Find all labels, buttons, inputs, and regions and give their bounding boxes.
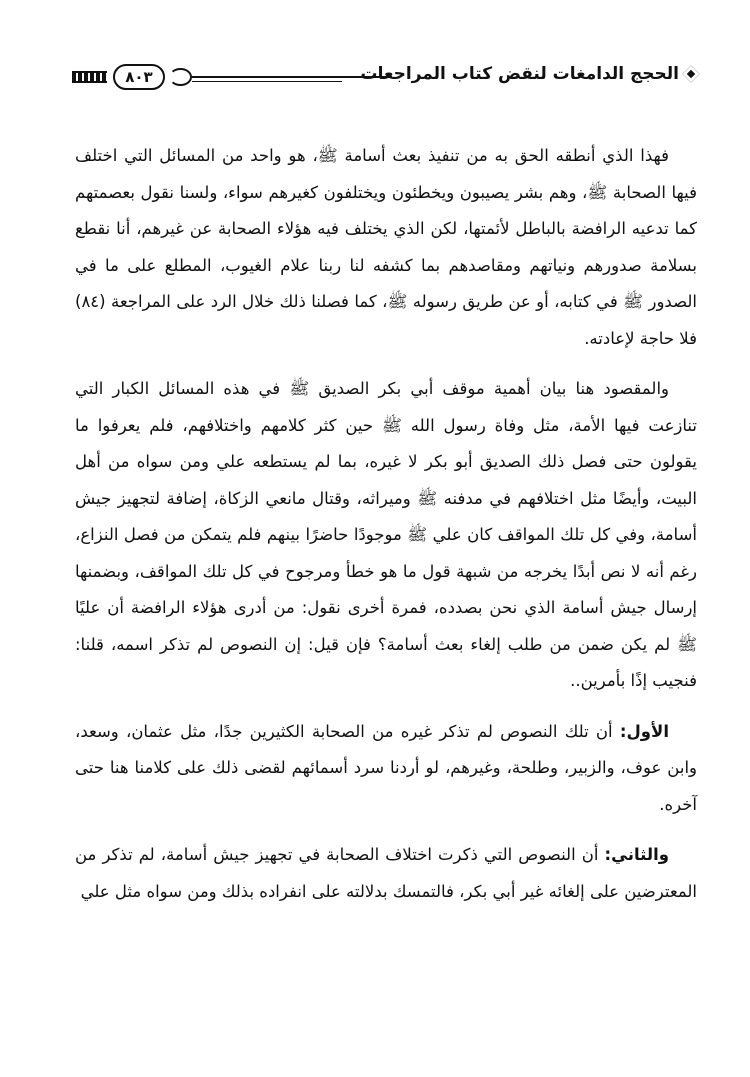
page-header — [72, 62, 697, 96]
paragraph — [75, 138, 697, 357]
paragraph-text: أن تلك النصوص لم تذكر غيره من الصحابة الكثيرين جدًا، مثل عثمان، وسعد، وابن عوف، والزبير، وطلحة، وغيرهم، لو أردنا سرد أسمائهم لقضى ذلك على كلامنا هنا حتى آخره. — [75, 721, 697, 814]
diamond-ornament-icon — [683, 66, 700, 83]
paragraph-lead: والثاني: — [604, 845, 669, 864]
page-body — [75, 138, 697, 924]
flourish-icon — [169, 68, 192, 86]
paragraph — [75, 714, 697, 824]
page-number-ornament — [72, 62, 192, 92]
paragraph-text: أن النصوص التي ذكرت اختلاف الصحابة في تجهيز جيش أسامة، لم تذكر من المعترضين على إلغائه غير أبي بكر، فالتمسك بدلالته على انفراده بذلك ومن سواه مثل علي — [75, 845, 697, 901]
paragraph-text: فهذا الذي أنطقه الحق به من تنفيذ بعث أسامة ﷺ، هو واحد من المسائل التي اختلف فيها الصحابة ﷺ، وهم بشر يصيبون ويخطئون ويختلفون كغيرهم سواء، ولسنا نقول بعصمتهم كما تدعيه الرافضة بالباطل لأئمتها، لكن الذي يختلف فيه هؤلاء الصحابة عن غيرهم، أنا نقطع بسلامة صدورهم ونياتهم ومقاصدهم بما كشفه لنا ربنا علام الغيوب، المطلع على ما في الصدور ﷺ في كتابه، أو عن طريق رسوله ﷺ، كما فصلنا ذلك خلال الرد على المراجعة (٨٤) فلا حاجة لإعادته. — [75, 146, 697, 348]
paragraph-text: والمقصود هنا بيان أهمية موقف أبي بكر الصديق ﷺ في هذه المسائل الكبار التي تنازعت فيها الأمة، مثل وفاة رسول الله ﷺ حين كثر كلامهم واختلافهم، فلم يعرفوا ما يقولون حتى فصل ذلك الصديق أبو بكر لا غيره، بما لم يستطعه علي ومن سواه من أهل البيت، وأيضًا مثل اختلافهم في مدفنه ﷺ وميراثه، وقتال مانعي الزكاة، إضافة لتجهيز جيش أسامة، وفي كل تلك المواقف كان علي ﷺ موجودًا حاضرًا بينهم فلم يتمكن من فصل النزاع، رغم أنه لا نص أبدًا يخرجه من شبهة قول ما هو خطأ ومرجوح في كل تلك المواقف، وبضمنها إرسال جيش أسامة الذي نحن بصدده، فمرة أخرى نقول: من أدرى هؤلاء الرافضة أن عليًا ﷺ لم يكن ضمن من طلب إلغاء بعث أسامة؟ فإن قيل: إن النصوص لم تذكر اسمه، قلنا: فنجيب إذًا بأمرين.. — [75, 379, 697, 690]
running-title — [361, 64, 697, 84]
page-number: ٨٠٣ — [113, 64, 164, 90]
paragraph — [75, 371, 697, 700]
paragraph-lead: الأول: — [619, 721, 669, 741]
header-rule-thin — [192, 81, 342, 82]
decorative-ornament-icon — [72, 71, 107, 83]
running-title-text: الحجج الدامغات لنقض كتاب المراجعات — [360, 64, 679, 84]
paragraph — [75, 837, 697, 910]
